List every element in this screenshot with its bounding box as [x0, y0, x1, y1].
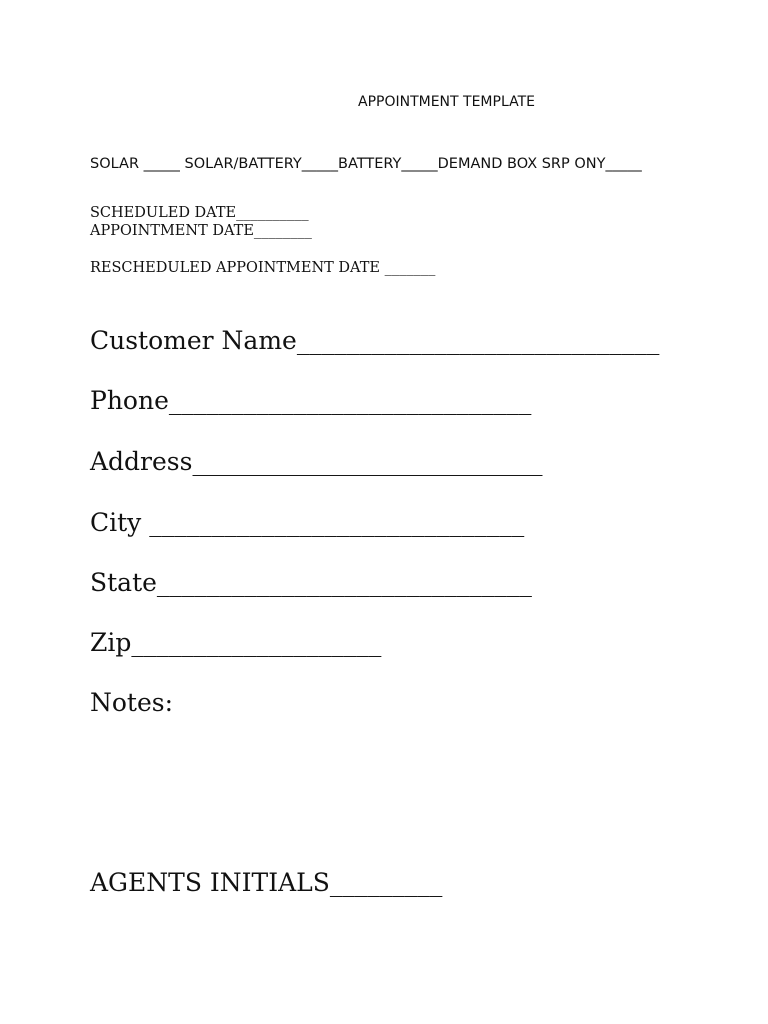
city-field: City ______________________________: [90, 508, 525, 537]
rescheduled-date-field: RESCHEDULED APPOINTMENT DATE _______: [90, 260, 436, 276]
customer-name-field: Customer Name_____________________________: [90, 326, 660, 355]
state-field: State______________________________: [90, 568, 532, 597]
phone-field: Phone_____________________________: [90, 386, 532, 415]
service-options-line: SOLAR _____ SOLAR/BATTERY_____BATTERY_____DEMAND BOX SRP ONY_____: [90, 156, 642, 172]
appointment-date-field: APPOINTMENT DATE________: [90, 223, 312, 239]
notes-label: Notes:: [90, 688, 174, 717]
zip-field: Zip____________________: [90, 628, 382, 657]
agents-initials-field: AGENTS INITIALS_________: [90, 868, 443, 897]
scheduled-date-field: SCHEDULED DATE__________: [90, 205, 309, 221]
document-title: APPOINTMENT TEMPLATE: [358, 94, 535, 110]
address-field: Address____________________________: [90, 447, 543, 476]
